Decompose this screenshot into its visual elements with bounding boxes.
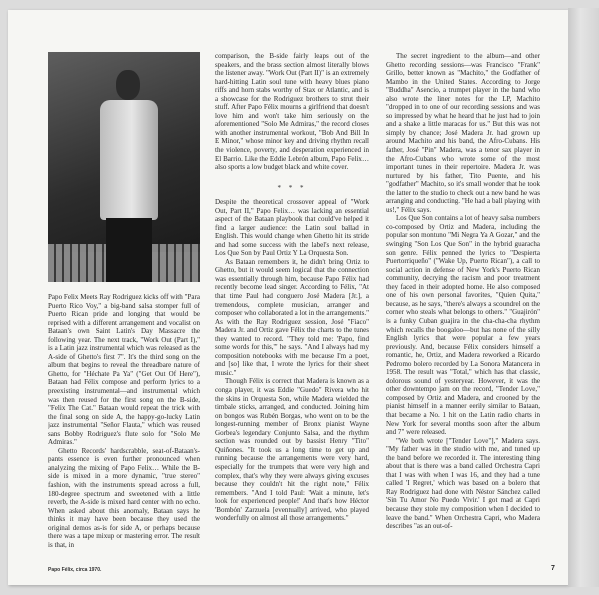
book-spine (568, 8, 599, 587)
column-1 (48, 293, 200, 559)
column-3 (386, 52, 540, 559)
column-2-paragraph: comparison, the B-side fairly leaps out of the speakers, and the brass section almost literally blows the listener away. "Work Out (Part II)" is an extremely hard-hitting Latin soul tune with heavy blues piano riffs and horn stabs worthy of Stax or Atlantic, and is a showcase for the Rodriguez brothers to strut their stuff. After Papo Félix mourns a girlfriend that doesn't love him and won't take him seriously on the aforementioned "Solo Me Admiras," the record closes with another instrumental workout, "Bob And Bill In E Minor," whose minor key and driving rhythm recall the violence, poverty, and desperation experienced in El Barrio. Like the Eddie Lebrón album, Papo Felix… also sports a low budget black and white cover. (215, 52, 369, 172)
column-1-paragraph: Ghetto Records' hardscrabble, seat-of-Bataan's-pants essence is even further pronounced when analyzing the mixing of Papo Felix… While the B-side is mixed in a more dynamic, "true stereo" fashion, with the instruments spread across a full, 180-degree spectrum and sweetened with a little reverb, the A-side is mixed hard center with no echo. When asked about this anomaly, Bataan says he thinks it may have been because they used the original demos as-is for side A, or perhaps because there was a tape mixup or mastering error. The result is that, in (48, 446, 200, 549)
photo-person-shirt (100, 100, 158, 220)
page-number: 7 (551, 565, 555, 572)
photo-caption: Papo Félix, circa 1970. (48, 567, 102, 573)
column-3-paragraph: "We both wrote ["Tender Love"]," Madera says. "My father was in the studio with me, and tuned up the band before we recorded it. The interesting thing about that is there was a band called Orchestra Capri that I was with when I was 16, and they had a tune called 'I Regret,' which was based on a bolero that Ray Rodriguez had done with Néstor Sánchez called 'Sin Tu Amor No Puedo Vivir.' I got mad at Capri because they stole my composition when I decided to leave the band." When Orchestra Capri, who Madera describes "as an out-of- (386, 436, 540, 531)
portrait-photo (48, 52, 200, 282)
photo-person-pants (106, 218, 152, 282)
column-2-bottom (215, 198, 369, 559)
section-separator: * * * (277, 184, 307, 192)
column-2-paragraph: As Bataan remembers it, he didn't bring Ortiz to Ghetto, but it would seem logical that the connection was essentially through him, because Papo Félix had recently become lead singer. According to Félix, "At that time Paul had conguero José Madera [Jr.], a tremendous, complete musician, arranger and composer who collaborated a lot in the arrangements." As with the Ray Rodriguez session, José "Fiaco" Madera Jr. and Ortiz gave Félix the charts to the tunes they wanted to record. "They told me: 'Papo, find some words for this,'" he says. "And I always had my composition notebooks with me because I'm a poet, and [so] like that, I wrote the lyrics for their sheet music." (215, 257, 369, 377)
column-2-paragraph: Though Félix is correct that Madera is known as a conga player, it was Eddie "Guedo" Rivera who hit the skins in Orquesta Son, while Madera wielded the timbale sticks, arranged, and conducted. Joining him on bongos was Rubén Borgas, who went on to be the longest-running member of Bronx pianist Wayne Gorbea's legendary Conjunto Salsa, and the rhythm section was rounded out by bassist Henry "Tito" Quiñones. "It took us a long time to get up and running because the arrangements were very hard, especially for the trumpets that were very high and complex, that's why they were always giving excuses because they couldn't hit the right note," Félix remembers. "And I told Paul: 'Wait a minute, let's look for experienced people!' And that's how Héctor 'Bombón' Zarzuela [eventually] arrived, who played wonderfully on almost all those arrangements." (215, 377, 369, 523)
column-2-top (215, 52, 369, 180)
photo-person-head (116, 70, 140, 100)
photo-person (94, 70, 164, 282)
column-1-paragraph: Papo Felix Meets Ray Rodriguez kicks off with "Para Puerto Rico Voy," a big-band salsa stomper full of Puerto Rican pride and longing that would be reprised with a different arrangement and vocalist on Bataan's own Saint Latin's Day Massacre the following year. The next track, "Work Out (Part I)," is a Latin jazz instrumental which was released as the A-side of Ghetto's first 7". It's the third song on the album that begins to reveal the threadbare nature of Ghetto, for "Héchate Pa Ya" ("Get Out Of Here"), Bataan had Félix compose and perform lyrics to a preexisting instrumental—and instrumental which was then reused for the first song on the B-side, "Felix The Cat." Bataan would repeat the trick with the final song on side A, the happy-go-lucky Latin jazz instrumental "Señor Flauta," which was reused sans Bobby Rodriguez's flute solo for "Solo Me Admiras." (48, 293, 200, 447)
column-2-paragraph: Despite the theoretical crossover appeal of "Work Out, Part II," Papo Felix… was lacking an essential aspect of the Bataan playbook that could've helped it find a larger audience: the Latin soul ballad in English. This would change when Ghetto hit its stride and had some success with the label's next release, Los Que Son by Paul Ortiz Y La Orquesta Son. (215, 198, 369, 258)
column-3-paragraph: Los Que Son contains a lot of heavy salsa numbers co-composed by Ortiz and Madera, including the popular son montuno "Mi Negra Ya A Gozar," and the swinging "Son Los Que Son" in the hybrid guaracha son genre. Félix penned the lyrics to "Despierta Puertorriqueño" ("Wake Up, Puerto Rican"), a call to social action in defense of New York's Puerto Rican community, decrying the racism and poor treatment they faced in their adopted home. He also composed one of his own personal favorites, "Quien Quita," because, as he says, "there's always a scoundrel on the corner who steals what belongs to others." "Guajirón" is a funky Cuban guajira in the cha-cha-cha rhythm which recalls the boogaloo—but has none of the silly English lyrics that were popular a few years previously. And, because Félix considers himself a romantic, he, Ortiz, and Madera reworked a Ricardo Pedromo bolero recorded by La Sonora Matancera in 1958. The result was "Total," which has that classic, dolorous sound of yesteryear. However, it was the other downtempo jam on the record, "Tender Love," composed by Ortiz and Madera, and crooned by the pianist himself in a manner eerily similar to Bataan, that became a No. 1 hit on the Latin radio charts in New York for several months soon after the album and 7" were released. (386, 214, 540, 437)
column-3-paragraph: The secret ingredient to the album—and other Ghetto recording sessions—was Francisco "Frank" Grillo, better known as "Machito," the Godfather of Mambo in the United States. According to Jorge "Buddha" Asencio, a trumpet player in the band who also wrote the liner notes for the LP, Machito "dropped in to one of our recording sessions and was so impressed by what he heard that he just had to join and a shake a little maracas for us." But this was not simply by chance; José Madera Jr. had grown up around Machito and his band, the Afro-Cubans. His father, José "Pin" Madera, was a tenor sax player in the Afro-Cubans who wrote some of the most important tunes in their repertoire. Madera Jr. was nurtured by his father, Tito Puente, and his "godfather" Machito, so it's small wonder that he took the latter to the studio to check out a new band he was arranging and conducting. "He had a ball playing with us!," Félix says. (386, 52, 540, 214)
